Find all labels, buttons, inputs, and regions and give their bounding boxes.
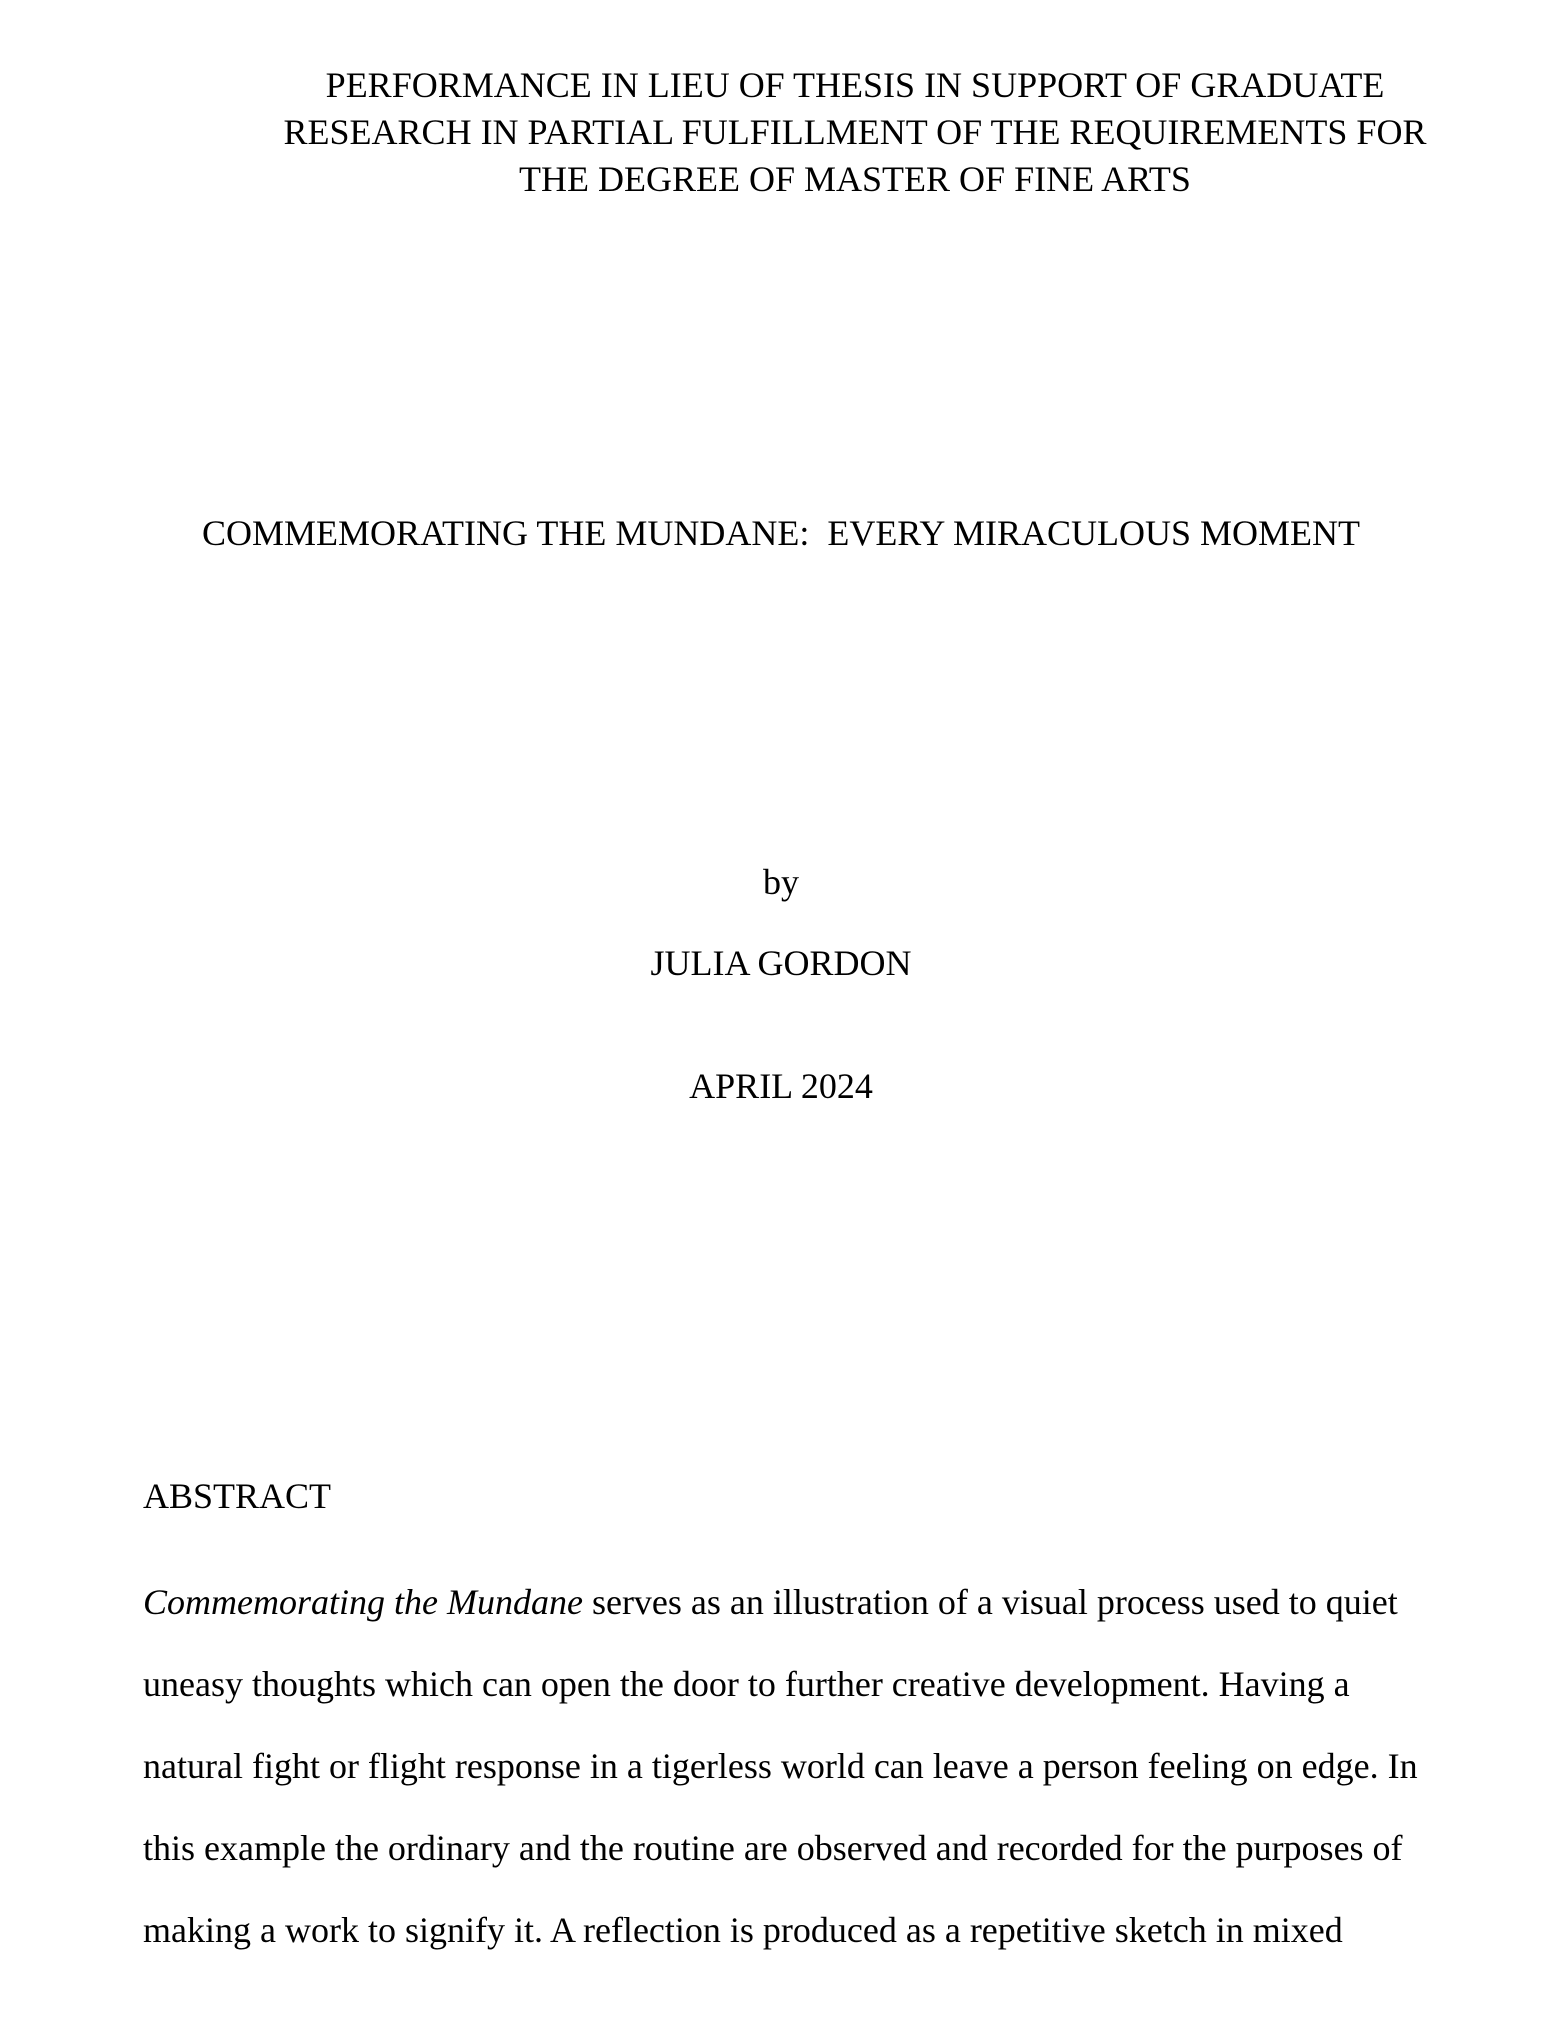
degree-statement-line-3: THE DEGREE OF MASTER OF FINE ARTS [519, 159, 1191, 199]
abstract-line-4: this example the ordinary and the routine are observed and recorded for the purposes of [143, 1828, 1403, 1868]
abstract-line-5: making a work to signify it. A reflection is produced as a repetitive sketch in mixed [143, 1910, 1343, 1950]
by-line: by [763, 862, 799, 902]
abstract-line-3: natural fight or flight response in a tigerless world can leave a person feeling on edge. In [143, 1746, 1418, 1786]
abstract-work-title: Commemorating the Mundane [143, 1582, 583, 1622]
degree-statement [140, 62, 1562, 203]
thesis-title: COMMEMORATING THE MUNDANE: EVERY MIRACULOUS MOMENT [201, 513, 1361, 553]
submission-date: APRIL 2024 [689, 1066, 873, 1106]
abstract-line-1 [143, 1561, 1443, 1643]
abstract-line-2: uneasy thoughts which can open the door to further creative development. Having a [143, 1664, 1350, 1704]
author-name: JULIA GORDON [650, 943, 912, 983]
abstract-heading: ABSTRACT [143, 1476, 332, 1516]
abstract-line-1-text: serves as an illustration of a visual process used to quiet [582, 1582, 1398, 1622]
abstract-body [143, 1561, 1443, 1971]
degree-statement-line-1: PERFORMANCE IN LIEU OF THESIS IN SUPPORT OF GRADUATE [325, 65, 1385, 105]
degree-statement-line-2: RESEARCH IN PARTIAL FULFILLMENT OF THE REQUIREMENTS FOR [283, 112, 1427, 152]
